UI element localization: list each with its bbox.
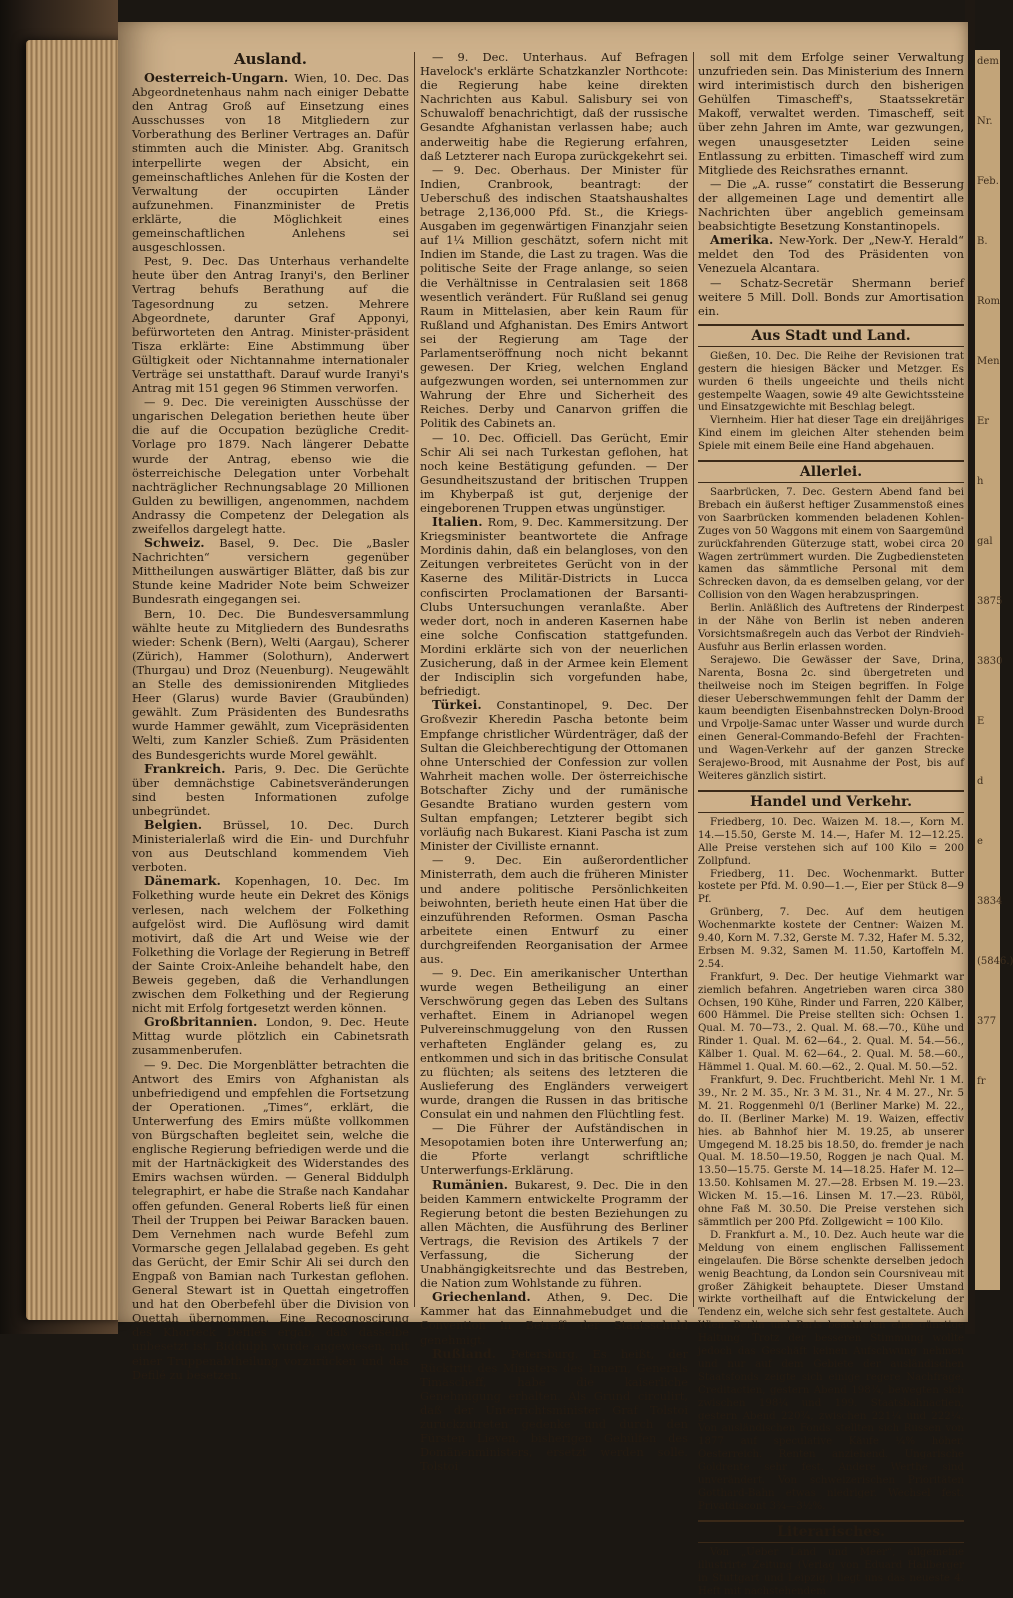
article-paragraph: [698, 276, 964, 318]
paragraph-text: — 9. Dec. Oberhaus. Der Minister für Indien, Cranbrook, beantragt: der Ueberschuß des indischen Staatshaushaltes betrage 2,136,000 Pfd. St., die Kriegs-Ausgaben im gegenwärtigen Finanzjahr seien auf 1¼ Million geschätzt, sofern nicht mit Indien im Stande, die Last zu tragen. Was die politische Seite der Frage anlange, so seien die Verhältnisse in Centralasien seit 1868 wesentlich verändert. Für Rußland sei genug Raum in Mittelasien, aber kein Raum für Rußland und Afghanistan. Des Emirs Antwort sei der Regierung am Tage der Parlamentseröffnung noch nicht bekannt gewesen. Der Krieg, welchen England aufgezwungen worden, sei unternommen zur Wahrung der Ehre und Sicherheit des Reiches. Derby und Canarvon griffen die Politik des Cabinets an.: [420, 162, 688, 431]
fragment-text: d: [977, 776, 984, 787]
fragment-text: fr: [977, 1076, 986, 1087]
article-paragraph: [698, 655, 964, 784]
country-lead: Rußland.: [432, 1345, 511, 1361]
paragraph-text: Frankfurt, 9. Dec. Fruchtbericht. Mehl Nr. 1 M. 39., Nr. 2 M. 35., Nr. 3 M. 31., Nr. 4 M. 27., Nr. 5 M. 21. Roggenmehl 0/1 (Berliner Marke) M. 22., do. II. (Berliner Marke) M. 19. Waizen, effectiv hies. ab Bahnhof hier M. 19.25, ab unserer Umgegend M. 18.25 bis 18.50, do. fremder je nach Qual. M. 18.50—19.50, Roggen je nach Qual. M. 13.50—15.75. Gerste M. 14—18.25. Hafer M. 12—13.50. Kohlsamen M. 27.—28. Erbsen M. 19.—23. Wicken M. 15.—16. Linsen M. 17.—23. Rüböl, ohne Faß M. 30.50. Die Preise verstehen sich sämmtlich per 200 Pfd. Zollgewicht = 100 Kilo.: [698, 1075, 964, 1228]
article-paragraph: [132, 1058, 409, 1382]
fragment-text: 377: [977, 1016, 997, 1027]
column-rule: [693, 52, 694, 1307]
article-paragraph: [698, 972, 964, 1075]
paragraph-text: Gießen, 10. Dec. Die Reihe der Revisionen trat gestern die hiesigen Bäcker und Metzger. Es wurden 6 theils ungeeichte und theils nicht gestempelte Waagen, sowie 49 alte Gewichtssteine und Einsatzgewichte mit Beschlag belegt.: [698, 350, 964, 414]
paragraph-text: Berlin. Anläßlich des Auftretens der Rinderpest in der Nähe von Berlin ist neben anderen Vorsichtsmaßregeln auch das Verbot der Rindvieh-Ausfuhr aus Berlin erlassen worden.: [698, 603, 964, 653]
article-paragraph: [698, 177, 964, 233]
article-paragraph: [698, 1230, 964, 1514]
fragment-text: gal: [977, 536, 993, 547]
article-paragraph: [698, 603, 964, 655]
article-paragraph: [698, 1075, 964, 1230]
paragraph-text: Grünberg, 7. Dec. Auf dem heutigen Wochenmarkte kostete der Centner: Waizen M. 9.40, Korn M. 7.32, Gerste M. 7.32, Hafer M. 5.32, Erbsen M. 9.32, Samen M. 11.50, Kartoffeln M. 2.54.: [698, 907, 964, 970]
paragraph-text: Von „Ueber Land und Meer“, allgemeine illustrirte Zeitung (Verlag von Eduard Hallberger in Stuttgart und Leipzig,) liegt uns das neueste 4. Heft mit nachstehendem: [698, 1546, 964, 1597]
paragraph-text: Bern, 10. Dec. Die Bundesversammlung wählte heute zu Mitgliedern des Bundesraths wieder: Schenk (Bern), Welti (Aargau), Scherer (Zürich), Hammer (Solothurn), Anderwert (Thurgau) und Droz (Neuenburg). Neugewählt an Stelle des demissionirenden Mitgliedes Heer (Glarus) wurde Bavier (Graubünden) gewählt. Zum Präsidenten des Bundesraths wurde Hammer gewählt, zum Vicepräsidenten Welti, zum Kanzler Schieß. Zum Präsidenten des Bundesgerichts wurde Morel gewählt.: [132, 606, 409, 762]
paragraph-text: — 9. Dec. Ein außerordentlicher Ministerrath, dem auch die früheren Minister und andere politische Persönlichkeiten beiwohnten, berieth heute einen Hat über die einzuführenden Reformen. Osman Pascha arbeitete einen Entwurf zu einer durchgreifenden Reorganisation der Armee aus.: [420, 853, 688, 966]
paragraph-text: New-York. Der „New-Y. Herald“ meldet den Tod des Präsidenten von Venezuela Alcantara.: [698, 233, 964, 276]
article-paragraph: [132, 607, 409, 762]
article-paragraph: [698, 50, 964, 177]
paragraph-text: Paris, 9. Dec. Die Gerüchte über demnächstige Cabinetsveränderungen sind besten Informationen zufolge unbegründet.: [132, 761, 409, 818]
paragraph-text: Friedberg, 10. Dec. Waizen M. 18.—, Korn M. 14.—15.50, Gerste M. 14.—, Hafer M. 12—12.25. Alle Preise verstehen sich auf 100 Kilo = 200 Zollpfund.: [698, 816, 964, 867]
fragment-text: (5846.): [977, 956, 1013, 967]
paragraph-text: — 9. Dec. Die Morgenblätter betrachten die Antwort des Emirs von Afghanistan als unbefriedigend und empfehlen die Fortsetzung der Operationen. „Times“, erklärt, die Unterwerfung des Emirs müßte vollkommen von Bürgschaften begleitet sein, welche die englische Regierung befriedigen werde und die mit der Hartnäckigkeit des Widerstandes des Emirs wachsen würden. — General Biddulph telegraphirt, er habe die Straße nach Kandahar offen gefunden. General Roberts ließ für einen Theil der Truppen bei Peiwar Baracken bauen. Dem Vernehmen nach wurde Befehl zum Vormarsche gegen Jellalabad gegeben. Es geht das Gerücht, der Emir Schir Ali sei durch den Engpaß von Bamian nach Turkestan geflohen. General Stewart ist in Quettah eingetroffen und hat den Oberbefehl über die Division von Quettah übernommen. Eine Recognoscirung des Khorteck Defilés ergab, daß dasselbe unbesetzt ist. Biddulph wurde angewiesen, mit einer Truppenabtheilung vorzurücken und das Defilé zu besetzen.: [132, 1057, 409, 1382]
country-lead: Belgien.: [144, 816, 223, 832]
article-paragraph: [698, 817, 964, 869]
fragment-text: 3875: [977, 596, 1003, 607]
paragraph-text: Frankfurt, 9. Dec. Der heutige Viehmarkt war ziemlich befahren. Angetrieben waren circa 380 Ochsen, 190 Kühe, Rinder und Farren, 220 Kälber, 600 Hämmel. Die Preise stellten sich: Ochsen 1. Qual. M. 70—73., 2. Qual. M. 68.—70., Kühe und Rinder 1. Qual. M. 62—64., 2. Qual. M. 54.—56., Kälber 1. Qual. M. 62—64., 2. Qual. M. 58.—60., Hämmel 1. Qual. M. 60.—62., 2. Qual. M. 50.—52.: [698, 971, 964, 1074]
article-paragraph: [420, 431, 688, 516]
paragraph-text: Pest, 9. Dec. Das Unterhaus verhandelte heute über den Antrag Iranyi's, den Berliner Vertrag behufs Berathung auf die Tagesordnung zu setzen. Mehrere Abgeordnete, darunter Graf Apponyi, befürworteten den Antrag. Minister-präsident Tisza erklärte: Eine Abstimmung über Gültigkeit oder Nichtannahme internationaler Verträge sei unstatthaft. Darauf wurde Iranyi's Antrag mit 151 gegen 96 Stimmen verworfen.: [132, 254, 409, 396]
article-paragraph: [698, 233, 964, 275]
paragraph-text: — Die „A. russe“ constatirt die Besserung der allgemeinen Lage und dementirt alle Nachrichten über angeblich gemeinsam beabsichtigte Besetzung Konstantinopels.: [698, 176, 964, 234]
article-paragraph: [132, 1015, 409, 1057]
column-3: [698, 50, 964, 1597]
article-paragraph: [420, 1178, 688, 1291]
paragraph-text: Basel, 9. Dec. Die „Basler Nachrichten“ versichern gegenüber Mittheilungen auswärtiger Blätter, daß bis zur Stunde keine Madrider Note beim Schweizer Bundesrath eingegangen sei.: [132, 536, 409, 607]
paragraph-text: Friedberg, 11. Dec. Wochenmarkt. Butter kostete per Pfd. M. 0.90—1.—, Eier per Stück 8—9 Pf.: [698, 868, 964, 906]
fragment-text: h: [977, 476, 984, 487]
article-paragraph: [420, 163, 688, 431]
country-lead: Italien.: [432, 514, 488, 530]
article-paragraph: [420, 1290, 688, 1346]
country-lead: Großbritannien.: [144, 1014, 267, 1030]
adjacent-page-fragment: [975, 50, 1013, 1290]
rubric-heading: Handel und Verkehr.: [698, 790, 964, 813]
article-paragraph: [698, 1547, 964, 1598]
article-paragraph: [420, 50, 688, 163]
article-paragraph: [698, 907, 964, 972]
paragraph-text: Petersburg. Es heißt, der Rücktritt des Ministers des Innern, Generals Timascheff, habe die kaiserliche Genehmigung erhalten. Als Grund circulirt, daß der Unterrichtsminister Graf Tolstoi zurückzutreten gedenke und durch den Fürsten Lieven, bisherigen Gehülfen des Domänenministers, ersetzt werden solle. Tolstoi: [420, 1346, 688, 1474]
column-rule: [414, 52, 415, 1307]
fragment-text: 3834: [977, 896, 1003, 907]
fragment-text: dem: [977, 56, 999, 67]
paragraph-text: — Die Führer der Aufständischen in Mesopotamien boten ihre Unterwerfung an; die Pforte verlangt schriftliche Unterwerfungs-Erklärung.: [420, 1121, 688, 1178]
newspaper-page: [118, 22, 968, 1597]
paragraph-text: Bukarest, 9. Dec. Die in den beiden Kammern entwickelte Programm der Regierung betont die besten Beziehungen zu allen Mächten, die Ausführung des Berliner Vertrags, die Revision des Artikels 7 der Verfassung, die Sicherung der Unabhängigkeitsrechte und das Bestreben, die Nation zum Wohlstande zu führen.: [420, 1177, 689, 1291]
paragraph-text: — Schatz-Secretär Shermann berief weitere 5 Mill. Doll. Bonds zur Amortisation ein.: [698, 275, 964, 318]
rubric-heading: Aus Stadt und Land.: [698, 324, 964, 347]
fragment-text: B.: [977, 236, 988, 247]
section-heading: Ausland.: [233, 50, 308, 68]
rubric-heading: Allerlei.: [698, 460, 964, 483]
article-paragraph: [132, 395, 409, 536]
article-paragraph: [132, 536, 409, 606]
country-lead: Türkei.: [432, 697, 497, 713]
country-lead: Frankreich.: [144, 760, 235, 776]
article-paragraph: [698, 869, 964, 908]
paragraph-text: Viernheim. Hier hat dieser Tage ein dreijähriges Kind einem im gleichen Alter stehenden beim Spiele mit einem Beile eine Hand abgehauen.: [698, 415, 964, 453]
article-paragraph: [420, 515, 688, 698]
fragment-text: Rom: [977, 296, 1001, 307]
page-stack: [26, 40, 126, 1320]
article-paragraph: [132, 254, 409, 395]
fragment-text: e: [977, 836, 983, 847]
article-paragraph: [420, 1347, 688, 1474]
article-paragraph: [420, 1121, 688, 1177]
fragment-text: Men: [977, 356, 1000, 367]
country-lead: Rumänien.: [432, 1176, 515, 1192]
paragraph-text: Athen, 9. Dec. Die Kammer hat das Einnahmebudget und die Convention in Betreff der Staatsschuld genehmigt.: [420, 1290, 688, 1347]
fragment-text: Er: [977, 416, 990, 427]
paragraph-text: D. Frankfurt a. M., 10. Dez. Auch heute war die Meldung von einem englischen Fallissement eingelaufen. Die Börse schenkte derselben jedoch wenig Beachtung, da London sein Coursniveau mit großer Zähigkeit behauptete. Dieser Umstand wirkte vortheilhaft auf die Entwickelung der Tendenz ein, welche sich sehr fest gestaltete. Auch Wien, Berlin und Paris beachteten eine günstige Haltung. Trotz der besseren Stimmung wollte jedoch das Geschäft keinen Aufschwung nehmen und nur auf dem Gebiete der ausländischen Staatsfonds zeigte sich einige regere Nachfrage. Creditactien, gestern Abend 198¾, bewegten sich zwischen 198¼ und 199. Staatsbahnactien, gestern Abend 220¾, zwischen 221¼ und 222¼. Von ausländischen Fonds stellten sich Russen von 1877 auf speculative Käufe ¼% höher. Oesterreich. Renten anziehend. Ungarische Goldrente sehr fest. Andere Werthe sind unverändert. Von schweizerischen Prioritäten Gotthard-Bahn etwas niedriger. Wechsel fest. Privatdiscont 3¾—3½%.: [698, 1229, 964, 1512]
article-paragraph: [698, 351, 964, 416]
paragraph-text: Brüssel, 10. Dec. Durch Ministerialerlaß wird die Ein- und Durchfuhr von aus Deutschland kommendem Vieh verboten.: [132, 817, 410, 875]
article-paragraph: [698, 487, 964, 603]
paragraph-text: Serajewo. Die Gewässer der Save, Drina, Narenta, Bosna 2c. sind übergetreten und theilweise noch im Steigen begriffen. In Folge dieser Ueberschwemmungen fehlt der Damm der kaum beendigten Eisenbahnstrecken Dolyn-Brood und Vrpolje-Samac unter Wasser und wurde durch einen General-Commando-Befehl der Frachten- und Wagen-Verkehr auf der ganzen Strecke Serajewo-Brood, mit Ausnahme der Post, bis auf Weiteres gänzlich sistirt.: [698, 654, 964, 782]
rubric-heading: Literarisches.: [698, 1520, 964, 1543]
article-paragraph: [420, 853, 688, 966]
country-lead: Amerika.: [710, 232, 780, 248]
paragraph-text: Rom, 9. Dec. Kammersitzung. Der Kriegsminister beantwortete die Anfrage Mordinis dahin, daß ein belangloses, von den Zeitungen verbreitetes Gerücht von in der Kaserne des Militär-Districts in Lucca confiscirten Proclamationen der Barsanti-Clubs Untersuchungen veranlaßte. Aber weder dort, noch in anderen Kasernen habe eine solche Confiscation stattgefunden. Mordini erklärte sich von der neuerlichen Zusicherung, daß in der Armee kein Element der Indisciplin sich vorgefunden habe, befriedigt.: [420, 515, 689, 699]
paragraph-text: — 9. Dec. Ein amerikanischer Unterthan wurde wegen Betheiligung an einer Verschwörung gegen das Leben des Sultans verhaftet. Einem in Adrianopel wegen Pulvereinschmuggelung von den Russen verhafteten Engländer gelang es, zu entkommen und sich in das britische Consulat zu flüchten; als seitens des letzteren die Auslieferung des Engländers verweigert wurde, drangen die Russen in das britische Consulat ein und nahmen den Flüchtling fest.: [420, 966, 688, 1122]
paragraph-text: — 10. Dec. Officiell. Das Gerücht, Emir Schir Ali sei nach Turkestan geflohen, hat noch keine Bestätigung gefunden. — Der Gesundheitszustand der britischen Truppen im Khyberpaß ist gut, derjenige der eingeborenen Truppen etwas ungünstiger.: [420, 430, 688, 515]
article-paragraph: [420, 698, 688, 853]
paragraph-text: — 9. Dec. Die vereinigten Ausschüsse der ungarischen Delegation beriethen heute über die auf die Occupation bezügliche Credit-Vorlage pro 1879. Nach längerer Debatte wurde der Antrag, ebenso wie die österreichische Delegation unter Vorbehalt nachträglicher Rechnungsablage 20 Millionen Gulden zu bewilligen, angenommen, nachdem Andrassy die Competenz der Delegation als zweifellos dargelegt hatte.: [132, 395, 409, 536]
paragraph-text: soll mit dem Erfolge seiner Verwaltung unzufrieden sein. Das Ministerium des Innern wird interimistisch durch den bisherigen Gehülfen Timascheff's, Staatssekretär Makoff, verwaltet werden. Timascheff, seit über zehn Jahren im Amte, war gezwungen, wegen unausgesetzter Leiden seine Entlassung zu erbitten. Timascheff wird zum Mitgliede des Reichsrathes ernannt.: [698, 50, 964, 177]
fragment-text: E: [977, 716, 985, 727]
article-paragraph: [420, 966, 688, 1121]
article-paragraph: [698, 415, 964, 454]
paragraph-text: Kopenhagen, 10. Dec. Im Folkething wurde heute ein Dekret des Königs verlesen, nach welchem der Folkething aufgelöst wird. Die Auflösung wird damit motivirt, daß die Art und Weise wie der Folkething die Vorlage der Regierung in Betreff der Sainte Croix-Anleihe behandelt habe, den Beweis gegeben, daß die Verhandlungen zwischen dem Folkething und der Regierung nicht mit Erfolg fortgesetzt werden können.: [132, 874, 409, 1016]
paragraph-text: Constantinopel, 9. Dec. Der Großvezir Kheredin Pascha betonte beim Empfange christlicher Würdenträger, daß der Sultan die Gleichberechtigung der Ottomanen ohne Unterschied der Confession zur vollen Wahrheit machen wolle. Der österreichische Botschafter Zichy und der rumänische Gesandte Bratiano wurden gestern vom Sultan empfangen; Letzterer begibt sich vorläufig nach Bukarest. Kiani Pascha ist zum Minister der Civilliste ernannt.: [420, 698, 689, 854]
country-lead: Dänemark.: [144, 873, 235, 889]
country-lead: Schweiz.: [144, 535, 220, 551]
column-1: [132, 50, 410, 1382]
fragment-text: Feb.: [977, 176, 999, 187]
fragment-text: Nr.: [977, 116, 993, 127]
article-paragraph: [132, 762, 409, 818]
column-2: [420, 50, 689, 1474]
paragraph-text: — 9. Dec. Unterhaus. Auf Befragen Havelock's erklärte Schatzkanzler Northcote: die Regierung habe keine direkten Nachrichten aus Kabul. Salisbury sei von Schuwaloff benachrichtigt, daß der russische Gesandte Afghanistan verlassen habe; auch anderweitig habe die Regierung erfahren, daß Letzterer nach Europa zurückgekehrt sei.: [420, 50, 688, 163]
article-paragraph: [132, 874, 409, 1015]
country-lead: Oesterreich-Ungarn.: [144, 70, 295, 85]
article-paragraph: [132, 818, 409, 874]
paragraph-text: London, 9. Dec. Heute Mittag wurde plötzlich ein Cabinetsrath zusammenberufen.: [132, 1015, 410, 1058]
fragment-text: 3830: [977, 656, 1003, 667]
paragraph-text: Wien, 10. Dec. Das Abgeordnetenhaus nahm nach einiger Debatte den Antrag Groß auf Einsetzung eines Ausschusses von 18 Mitgliedern zur Vorberathung des Berliner Vertrages an. Dafür stimmten auch die Minister. Abg. Granitsch interpellirte wegen der Absicht, ein gemeinschaftliches Anlehen für die Kosten der Verwaltung der occupirten Länder aufzunehmen. Finanzminister de Pretis erklärte, die Möglichkeit eines gemeinschaftlichen Anlehens sei ausgeschlossen.: [132, 71, 409, 255]
paragraph-text: Saarbrücken, 7. Dec. Gestern Abend fand bei Brebach ein äußerst heftiger Zusammenstoß eines von Saarbrücken kommenden beladenen Kohlen-Zuges von 50 Waggons mit einem von Saargemünd zurückfahrenden Güterzuge statt, wobei circa 20 Wagen zertrümmert wurden. Die Zugbediensteten kamen das sämmtliche Personal mit dem Schrecken davon, da es demselben gelang, vor der Collision von den Wagen herabzuspringen.: [698, 487, 964, 602]
country-lead: Griechenland.: [432, 1289, 548, 1305]
article-paragraph: [132, 71, 409, 254]
